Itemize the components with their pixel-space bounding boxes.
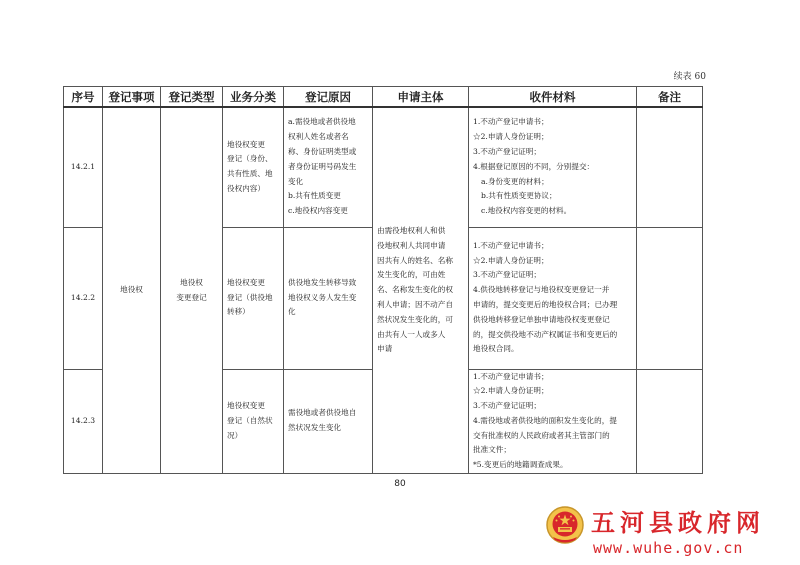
header-matter: 登记事项	[103, 87, 161, 108]
materials-line: ☆2.申请人身份证明；	[473, 255, 549, 265]
reason-line: 供役地发生转移导致	[288, 277, 357, 287]
category-cell	[223, 107, 284, 227]
category-line: 役权内容）	[227, 184, 265, 194]
reason-line: 然状况发生变化	[288, 423, 342, 433]
national-emblem-icon	[545, 505, 585, 545]
category-line: 登记（供役地	[227, 292, 273, 302]
subject-cell	[373, 107, 469, 474]
materials-line: 3.不动产登记证明；	[473, 401, 541, 411]
materials-cell	[469, 107, 637, 227]
registration-table	[63, 86, 703, 474]
type-line: 地役权	[180, 277, 203, 287]
reason-line: 者身份证明号码发生	[288, 161, 357, 171]
subject-line: 役地权利人共同申请	[377, 240, 446, 250]
materials-line: 1.不动产登记申请书；	[473, 240, 549, 250]
materials-cell	[469, 369, 637, 474]
materials-line: 批准文件；	[473, 445, 511, 455]
continuation-label: 续表 60	[673, 72, 706, 82]
materials-line: a.身份变更的材料；	[481, 176, 549, 186]
remarks-cell	[637, 107, 703, 227]
subject-line: 由需役地权利人和供	[377, 225, 446, 235]
materials-line: 的，提交供役地不动产权属证书和变更后的	[473, 329, 618, 339]
matter-cell: 地役权	[103, 107, 161, 474]
type-cell	[161, 107, 223, 474]
subject-line: 由共有人一人或多人	[377, 329, 446, 339]
materials-line: 4.根据登记原因的不同，分别提交：	[473, 161, 595, 171]
materials-line: 供役地转移登记单独申请地役权变更登记	[473, 314, 610, 324]
remarks-cell	[637, 369, 703, 474]
materials-line: 3.不动产登记证明；	[473, 270, 541, 280]
category-line: 地役权变更	[227, 139, 265, 149]
materials-line: 1.不动产登记申请书；	[473, 117, 549, 127]
reason-line: 需役地或者供役地自	[288, 408, 357, 418]
materials-line: *5.变更后的地籍调查成果。	[473, 460, 568, 470]
header-remarks: 备注	[637, 87, 703, 108]
reason-cell	[284, 227, 373, 369]
category-line: 登记（身份、	[227, 154, 273, 164]
category-line: 共有性质、地	[227, 169, 273, 179]
header-category: 业务分类	[223, 87, 284, 108]
reason-line: 化	[288, 307, 296, 317]
row-seq: 14.2.3	[64, 369, 103, 474]
materials-line: 1.不动产登记申请书；	[473, 371, 549, 381]
table-header-row	[64, 87, 703, 108]
category-line: 地役权变更	[227, 277, 265, 287]
site-watermark	[541, 503, 791, 561]
category-line: 地役权变更	[227, 401, 265, 411]
materials-line: c.地役权内容变更的材料。	[481, 206, 572, 216]
materials-line: ☆2.申请人身份证明；	[473, 386, 549, 396]
subject-line: 然状况发生变化的，可	[377, 314, 453, 324]
category-line: 况）	[227, 430, 243, 440]
reason-line: 权利人姓名或者名	[288, 132, 349, 142]
header-type: 登记类型	[161, 87, 223, 108]
watermark-site-url: www.wuhe.gov.cn	[593, 539, 744, 557]
materials-line: 3.不动产登记证明；	[473, 147, 541, 157]
category-cell	[223, 227, 284, 369]
materials-line: 4.供役地转移登记与地役权变更登记一并	[473, 285, 610, 295]
remarks-cell	[637, 227, 703, 369]
header-seq: 序号	[64, 87, 103, 108]
type-line: 变更登记	[176, 292, 207, 302]
category-cell	[223, 369, 284, 474]
subject-line: 申请	[377, 344, 393, 354]
materials-line: 交有批准权的人民政府或者其主管部门的	[473, 430, 610, 440]
reason-line: 称、身份证明类型或	[288, 147, 357, 157]
subject-line: 发生变化的，可由姓	[377, 270, 446, 280]
table-row	[64, 107, 703, 227]
reason-line: a.需役地或者供役地	[288, 117, 356, 127]
reason-line: 地役权义务人发生变	[288, 292, 357, 302]
reason-cell	[284, 107, 373, 227]
watermark-site-name: 五河县政府网	[591, 509, 765, 537]
materials-line: 申请的，提交变更后的地役权合同；已办理	[473, 300, 618, 309]
category-line: 转移）	[227, 307, 250, 317]
reason-cell	[284, 369, 373, 474]
header-materials: 收件材料	[469, 87, 637, 108]
reason-line: c.地役权内容变更	[288, 206, 348, 216]
subject-line: 名、名称发生变化的权	[377, 285, 453, 295]
materials-cell	[469, 227, 637, 369]
row-seq: 14.2.2	[64, 227, 103, 369]
page-number: 80	[394, 479, 406, 489]
materials-line: ☆2.申请人身份证明；	[473, 132, 549, 142]
reason-line: 变化	[288, 176, 304, 186]
subject-line: 利人申请；因不动产自	[377, 299, 453, 309]
materials-line: 4.需役地或者供役地的面积发生变化的，提	[473, 415, 617, 425]
materials-line: b.共有性质变更协议；	[481, 191, 557, 201]
header-reason: 登记原因	[284, 87, 373, 108]
category-line: 登记（自然状	[227, 415, 273, 425]
subject-line: 因共有人的姓名、名称	[377, 255, 453, 265]
reason-line: b.共有性质变更	[288, 191, 341, 201]
row-seq: 14.2.1	[64, 107, 103, 227]
materials-line: 地役权合同。	[473, 344, 519, 354]
header-subject: 申请主体	[373, 87, 469, 108]
